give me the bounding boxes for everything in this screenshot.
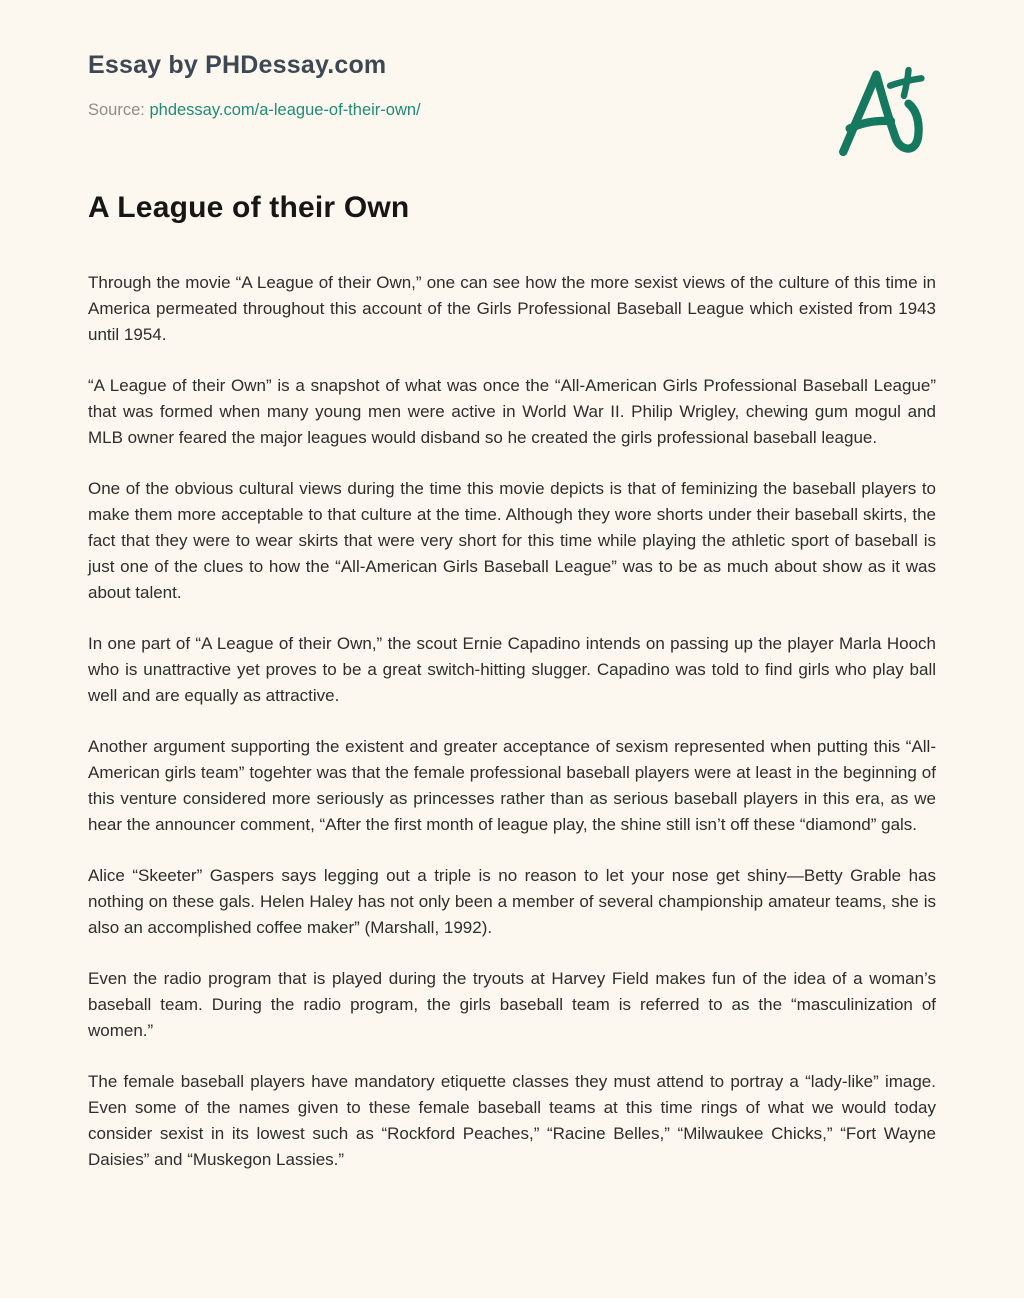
essay-paragraph: Through the movie “A League of their Own,” one can see how the more sexist views of the culture of this time in America permeated throughout this account of the Girls Professional Baseball League which existed from 1943 until 1954. xyxy=(88,273,936,344)
source-link[interactable]: phdessay.com/a-league-of-their-own/ xyxy=(149,101,421,119)
a-plus-logo-icon xyxy=(834,62,926,160)
essay-paragraph: Another argument supporting the existent and greater acceptance of sexism represented when putting this “All-American girls team” togehter was that the female professional baseball players were at least in the beginning of this venture considered more seriously as princesses rather than as serious baseball players in this era, as we hear the announcer comment, “After the first month of league play, the shine still isn’t off these “diamond” gals. xyxy=(88,737,936,834)
essay-body xyxy=(88,270,936,1173)
source-line xyxy=(88,101,936,120)
essay-paragraph: Even the radio program that is played during the tryouts at Harvey Field makes fun of the idea of a woman’s baseball team. During the radio program, the girls baseball team is referred to as the “masculinization of women.” xyxy=(88,969,936,1040)
essay-paragraph: “A League of their Own” is a snapshot of what was once the “All-American Girls Professional Baseball League” that was formed when many young men were active in World War II. Philip Wrigley, chewing gum mogul and MLB owner feared the major leagues would disband so he created the girls professional baseball league. xyxy=(88,376,936,447)
source-label: Source: xyxy=(88,101,145,119)
doc-header xyxy=(88,50,936,120)
essay-paragraph: One of the obvious cultural views during the time this movie depicts is that of feminizing the baseball players to make them more acceptable to that culture at the time. Although they wore shorts under their baseball skirts, the fact that they were to wear skirts that were very short for this time while playing the athletic sport of baseball is just one of the clues to how the “All-American Girls Baseball League” was to be as much about show as it was about talent. xyxy=(88,479,936,602)
site-header-title: Essay by PHDessay.com xyxy=(88,51,387,79)
essay-paragraph: The female baseball players have mandatory etiquette classes they must attend to portray a “lady-like” image. Even some of the names given to these female baseball teams at this time rings of what we would today consider sexist in its lowest such as “Rockford Peaches,” “Racine Belles,” “Milwaukee Chicks,” “Fort Wayne Daisies” and “Muskegon Lassies.” xyxy=(88,1072,936,1169)
essay-title: A League of their Own xyxy=(88,191,410,224)
essay-paragraph: In one part of “A League of their Own,” the scout Ernie Capadino intends on passing up the player Marla Hooch who is unattractive yet proves to be a great switch-hitting slugger. Capadino was told to find girls who play ball well and are equally as attractive. xyxy=(88,634,936,705)
essay-paragraph: Alice “Skeeter” Gaspers says legging out a triple is no reason to let your nose get shiny—Betty Grable has nothing on these gals. Helen Haley has not only been a member of several championship amateur teams, she is also an accomplished coffee maker” (Marshall, 1992). xyxy=(88,866,936,937)
